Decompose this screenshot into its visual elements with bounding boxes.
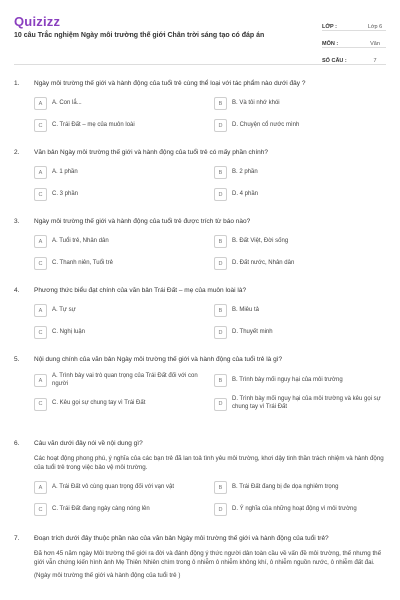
option-a[interactable] xyxy=(34,235,206,249)
option-letter: A xyxy=(34,166,47,179)
question-text: Phương thức biểu đạt chính của văn bản Trái Đất – mẹ của muôn loài là? xyxy=(34,287,247,294)
question-text: Ngày môi trường thế giới và hành động của tuổi trẻ được trích từ báo nào? xyxy=(34,218,251,225)
question-passage-source: (Ngày môi trường thế giới và hành động của tuổi trẻ ) xyxy=(34,571,181,579)
option-letter: B xyxy=(214,374,227,387)
option-text: A. 1 phần xyxy=(52,168,78,175)
option-letter: A xyxy=(34,481,47,494)
option-letter: A xyxy=(34,97,47,110)
question-6 xyxy=(14,440,386,517)
option-letter: C xyxy=(34,257,47,270)
option-text: D. Đất nước, Nhân dân xyxy=(232,259,295,266)
question-1 xyxy=(14,80,386,133)
option-text: C. 3 phần xyxy=(52,190,79,197)
option-text: C. Trái Đất đang ngày càng nóng lên xyxy=(52,505,150,512)
option-a[interactable] xyxy=(34,481,206,495)
option-c[interactable] xyxy=(34,257,206,271)
option-text: B. 2 phần xyxy=(232,168,258,175)
option-b[interactable] xyxy=(214,97,386,111)
option-d[interactable] xyxy=(214,257,386,271)
meta-label: MÔN : xyxy=(322,41,339,47)
option-c[interactable] xyxy=(34,326,206,340)
option-text: B. Đất Việt, Đời sống xyxy=(232,237,289,244)
question-2 xyxy=(14,149,386,202)
option-text: A. Trái Đất vô cùng quan trọng đối với vạn vật xyxy=(52,483,175,490)
option-c[interactable] xyxy=(34,396,206,412)
option-letter: B xyxy=(214,166,227,179)
option-c[interactable] xyxy=(34,119,206,133)
meta-panel xyxy=(322,14,386,65)
options-grid xyxy=(34,235,386,271)
options-grid xyxy=(34,97,386,133)
option-letter: A xyxy=(34,374,47,387)
question-5 xyxy=(14,356,386,412)
option-text: D. Thuyết minh xyxy=(232,328,273,335)
brand-logo: Quizizz xyxy=(14,14,61,29)
option-letter: A xyxy=(34,235,47,248)
question-passage: Các hoạt động phong phú, ý nghĩa của các bạn trẻ đã lan toả tình yêu môi trường, khơi dậy tinh thần trách nhiệm và hành động của tuổi trẻ trong việc bảo vệ môi trường. xyxy=(34,454,384,471)
question-passage: Đã hơn 45 năm ngày Môi trường thế giới ra đời và đánh động ý thức người dân toàn cầu về vấn đề môi trường, thế nhưng thế giới vẫn chứng kiến hình ảnh Mẹ Thiên Nhiên chìm trong ô nhiễm ô nhiễm không khí, ô nhiễm nguồn nước, ô nhiễm đất đai. xyxy=(34,549,382,566)
option-text: B. Trình bày mối nguy hại của môi trường xyxy=(232,376,343,383)
question-4 xyxy=(14,287,386,340)
question-number: 6. xyxy=(14,440,20,447)
option-letter: B xyxy=(214,235,227,248)
option-letter: B xyxy=(214,304,227,317)
option-d[interactable] xyxy=(214,188,386,202)
question-text: Đoạn trích dưới đây thuộc phần nào của văn bản Ngày môi trường thế giới và hành động của tuổi trẻ? xyxy=(34,535,329,542)
option-letter: C xyxy=(34,188,47,201)
option-text: B. Và tôi nhớ khói xyxy=(232,99,280,106)
option-letter: C xyxy=(34,326,47,339)
option-letter: D xyxy=(214,257,227,270)
option-d[interactable] xyxy=(214,503,386,517)
option-text: D. 4 phần xyxy=(232,190,259,197)
question-number: 2. xyxy=(14,149,20,156)
question-number: 7. xyxy=(14,535,20,542)
question-number: 1. xyxy=(14,80,20,87)
question-text: Văn bản Ngày môi trường thế giới và hành động của tuổi trẻ có mấy phần chính? xyxy=(34,149,269,156)
meta-label: SỐ CÂU : xyxy=(322,58,347,64)
option-letter: D xyxy=(214,326,227,339)
question-7 xyxy=(14,535,386,581)
option-text: A. Trình bày vai trò quan trọng của Trái Đất đối với con người xyxy=(52,372,198,387)
option-b[interactable] xyxy=(214,235,386,249)
option-letter: D xyxy=(214,398,227,411)
option-letter: A xyxy=(34,304,47,317)
option-text: A. Tự sự xyxy=(52,306,76,313)
option-b[interactable] xyxy=(214,304,386,318)
option-text: C. Thanh niên, Tuổi trẻ xyxy=(52,259,113,266)
option-text: B. Trái Đất đang bị đe dọa nghiêm trọng xyxy=(232,483,339,490)
document-title: 10 câu Trắc nghiệm Ngày môi trường thế giới Chân trời sáng tạo có đáp án xyxy=(14,32,265,39)
options-grid xyxy=(34,304,386,340)
option-letter: C xyxy=(34,503,47,516)
meta-value: 7 xyxy=(373,58,377,64)
option-a[interactable] xyxy=(34,97,206,111)
option-letter: B xyxy=(214,481,227,494)
meta-label: LỚP : xyxy=(322,24,337,30)
meta-row-subject xyxy=(322,31,386,48)
meta-row-class xyxy=(322,14,386,31)
option-text: D. Ý nghĩa của những hoạt động vì môi trường xyxy=(232,505,357,512)
meta-row-count xyxy=(322,48,386,65)
option-c[interactable] xyxy=(34,188,206,202)
question-text: Nội dung chính của văn bản Ngày môi trường thế giới và hành động của tuổi trẻ là gì? xyxy=(34,356,283,363)
option-a[interactable] xyxy=(34,304,206,318)
option-letter: C xyxy=(34,119,47,132)
option-text: A. Tuổi trẻ, Nhân dân xyxy=(52,237,109,244)
meta-value: Lớp 6 xyxy=(367,24,383,30)
question-3 xyxy=(14,218,386,271)
options-grid xyxy=(34,481,386,517)
option-letter: D xyxy=(214,503,227,516)
option-text: D. Chuyện cổ nước mình xyxy=(232,121,300,128)
option-a[interactable] xyxy=(34,166,206,180)
options-grid xyxy=(34,166,386,202)
option-a[interactable] xyxy=(34,373,206,389)
meta-value: Văn xyxy=(370,41,380,47)
option-letter: D xyxy=(214,188,227,201)
option-d[interactable] xyxy=(214,326,386,340)
option-text: D. Trình bày mối nguy hại của môi trường và kêu gọi sự chung tay vì Trái Đất xyxy=(232,396,381,411)
header-divider xyxy=(14,64,386,65)
option-letter: D xyxy=(214,119,227,132)
option-text: C. Nghị luận xyxy=(52,328,86,335)
question-text: Ngày môi trường thế giới và hành động của tuổi trẻ cùng thể loại với tác phẩm nào dưới đây ? xyxy=(34,80,306,87)
question-number: 3. xyxy=(14,218,20,225)
question-number: 4. xyxy=(14,287,20,294)
option-text: C. Kêu gọi sự chung tay vì Trái Đất xyxy=(52,400,146,407)
option-b[interactable] xyxy=(214,166,386,180)
question-number: 5. xyxy=(14,356,20,363)
option-letter: C xyxy=(34,398,47,411)
option-b[interactable] xyxy=(214,373,386,389)
option-letter: B xyxy=(214,97,227,110)
option-text: C. Trái Đất – mẹ của muôn loài xyxy=(52,121,135,128)
options-grid xyxy=(34,373,386,412)
option-d[interactable] xyxy=(214,396,386,412)
option-b[interactable] xyxy=(214,481,386,495)
question-text: Câu văn dưới đây nói về nội dung gì? xyxy=(34,440,143,447)
option-c[interactable] xyxy=(34,503,206,517)
option-text: B. Miêu tả xyxy=(232,306,260,313)
option-text: A. Con lắ... xyxy=(52,99,82,106)
option-d[interactable] xyxy=(214,119,386,133)
